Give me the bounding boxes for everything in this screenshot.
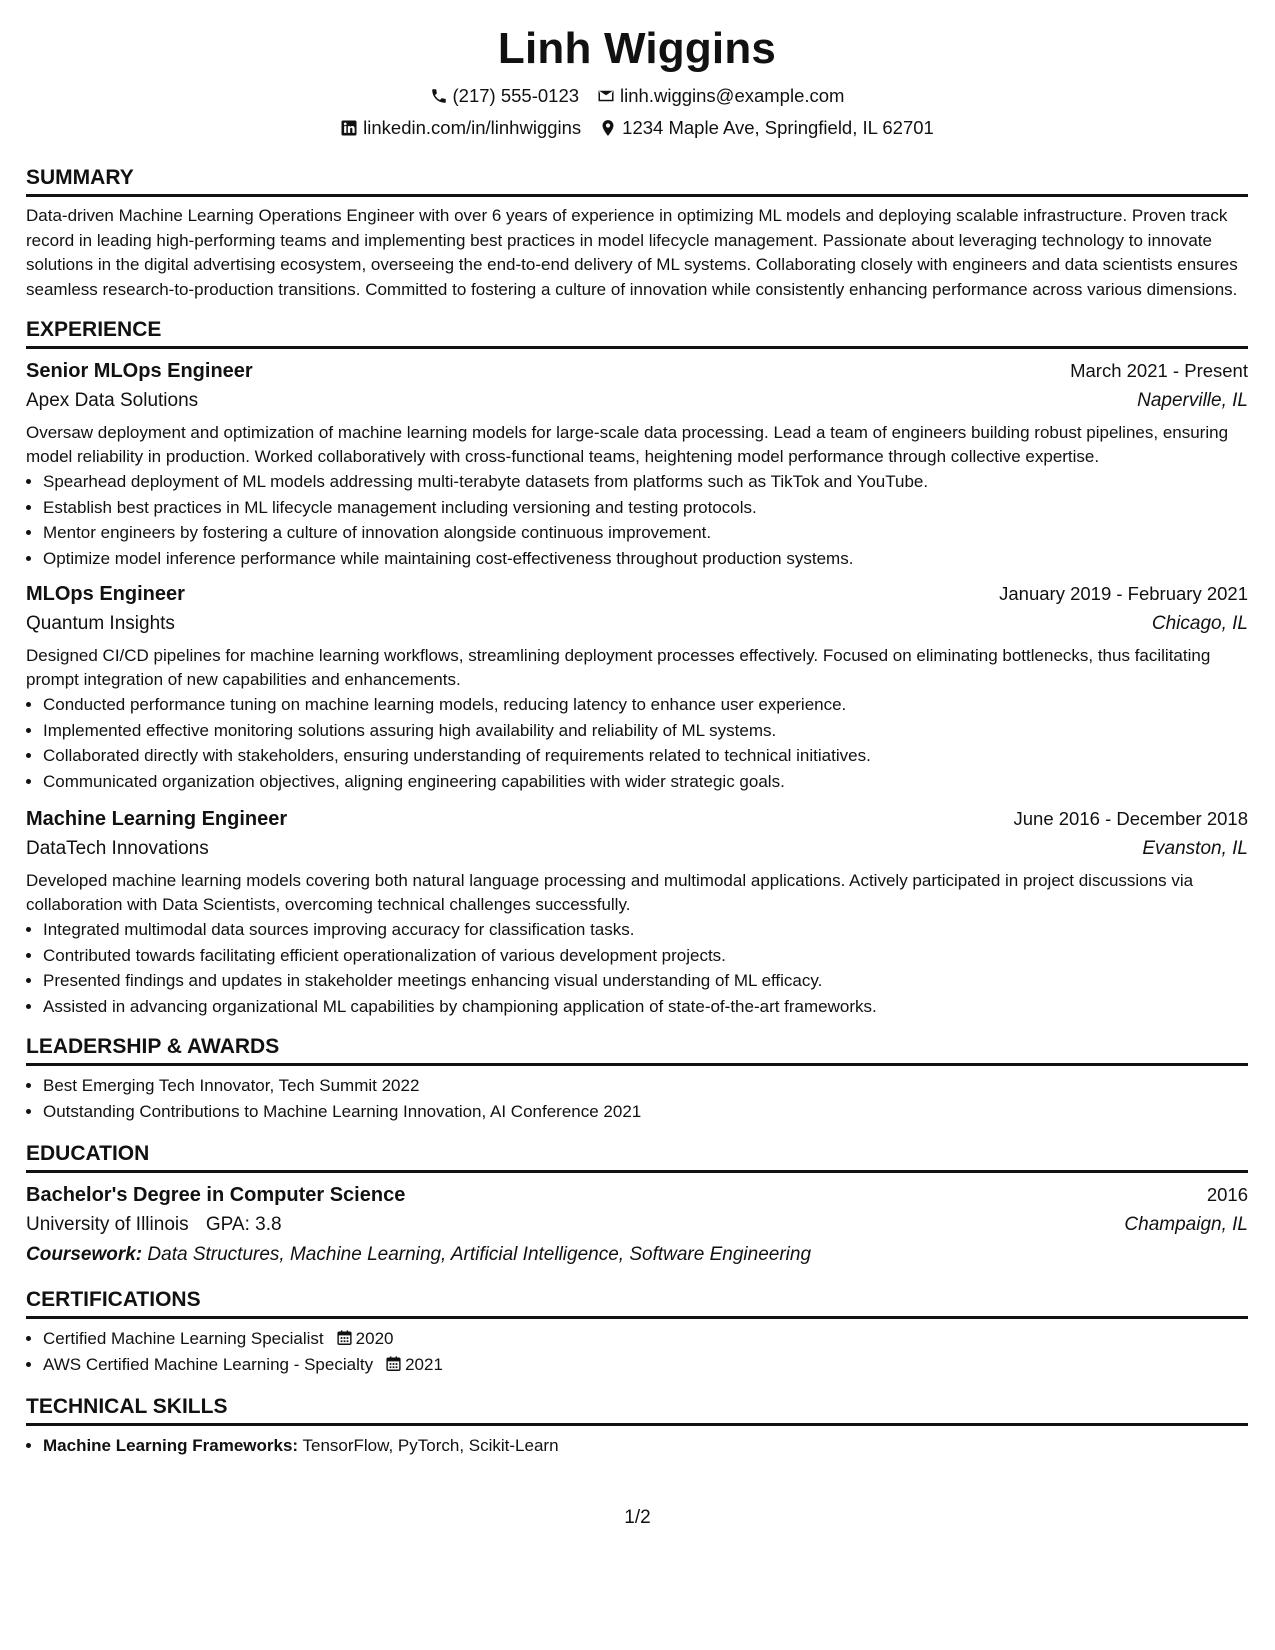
school-row: [26, 1210, 1248, 1240]
job-entry: [26, 804, 1248, 1019]
contact-address: [599, 112, 934, 144]
education-heading: EDUCATION: [26, 1140, 1248, 1173]
list-item: • Conducted performance tuning on machine learning models, reducing latency to enhance user experience.: [43, 692, 1248, 718]
degree-title: Bachelor's Degree in Computer Science: [26, 1184, 406, 1206]
awards-list: [26, 1073, 1248, 1124]
list-item: • Collaborated directly with stakeholders, ensuring understanding of requirements related to technical initiatives.: [43, 743, 1248, 769]
page-number: 1/2: [624, 1507, 651, 1528]
contact-row-2: [26, 112, 1248, 144]
job-location: Evanston, IL: [1142, 838, 1248, 859]
job-bullets: [26, 692, 1248, 794]
school-name: University of Illinois: [26, 1214, 189, 1235]
certification-year: 2020: [355, 1329, 394, 1348]
job-description: Designed CI/CD pipelines for machine learning workflows, streamlining deployment processes effectively. Focused on eliminating bottlenecks, thus facilitating prompt integration of new capabilities and enhancements.: [26, 646, 1211, 689]
job-location: Chicago, IL: [1151, 613, 1248, 634]
certifications-list: [26, 1326, 1248, 1377]
school-info: [26, 1210, 282, 1240]
job-company: DataTech Innovations: [26, 838, 209, 859]
education-section: [26, 1140, 1248, 1270]
job-company: Apex Data Solutions: [26, 390, 199, 411]
job-dates: March 2021 - Present: [1070, 360, 1248, 381]
skills-list: [26, 1433, 1248, 1459]
job-bullets: [26, 469, 1248, 571]
map-marker-icon: [599, 119, 617, 137]
job-dates: June 2016 - December 2018: [1013, 808, 1248, 829]
certification-year: 2021: [405, 1354, 443, 1374]
list-item: [43, 1352, 1248, 1378]
list-item: • Contributed towards facilitating efficient operationalization of various development projects.: [43, 943, 1248, 969]
job-title: Senior MLOps Engineer: [26, 360, 253, 382]
list-item: • Integrated multimodal data sources improving accuracy for classification tasks.: [43, 917, 1248, 943]
list-item: • Presented findings and updates in stakeholder meetings enhancing visual understanding of ML efficacy.: [43, 968, 1248, 994]
certification-name: Certified Machine Learning Specialist: [43, 1329, 324, 1348]
skill-values: TensorFlow, PyTorch, Scikit-Learn: [302, 1436, 559, 1455]
email-link[interactable]: linh.wiggins@example.com: [620, 85, 845, 106]
list-item: [43, 1433, 1248, 1459]
skills-section: [26, 1393, 1248, 1459]
job-subheader: [26, 609, 1248, 639]
job-location: Naperville, IL: [1137, 390, 1248, 411]
job-bullets: [26, 917, 1248, 1019]
certification-name: AWS Certified Machine Learning - Specialty: [43, 1354, 374, 1374]
linkedin-icon: [340, 119, 358, 137]
coursework-row: [26, 1240, 1248, 1270]
resume-page: [26, 18, 1248, 1459]
job-entry: [26, 579, 1248, 794]
list-item: • Implemented effective monitoring solutions assuring high availability and reliability of ML systems.: [43, 718, 1248, 744]
experience-heading: EXPERIENCE: [26, 316, 1248, 349]
summary-section: [26, 164, 1248, 302]
address-text: 1234 Maple Ave, Springfield, IL 62701: [622, 117, 934, 138]
list-item: • Best Emerging Tech Innovator, Tech Summit 2022: [43, 1073, 1248, 1099]
job-description: Oversaw deployment and optimization of machine learning models for large-scale data processing. Lead a team of engineers building robust pipelines, ensuring model reliability in production. Worked collaboratively with cross-functional teams, heightening model performance through collective expertise.: [26, 423, 1229, 466]
phone-text: (217) 555-0123: [452, 85, 580, 106]
job-header: [26, 579, 1248, 609]
job-subheader: [26, 834, 1248, 864]
list-item: • Assisted in advancing organizational ML capabilities by championing application of state-of-the-art frameworks.: [43, 994, 1248, 1020]
contact-row-1: [26, 80, 1248, 112]
job-company: Quantum Insights: [26, 613, 175, 634]
job-header: [26, 804, 1248, 834]
leadership-heading: LEADERSHIP & AWARDS: [26, 1033, 1248, 1066]
job-entry: [26, 356, 1248, 571]
certifications-section: [26, 1286, 1248, 1377]
calendar-icon: [336, 1329, 353, 1346]
contact-email[interactable]: [597, 80, 844, 112]
job-title: MLOps Engineer: [26, 583, 185, 605]
degree-header: [26, 1180, 1248, 1210]
job-description: Developed machine learning models covering both natural language processing and multimodal applications. Actively participated in project discussions via collaboration with Data Scientists, overcoming technical challenges successfully.: [26, 871, 1194, 914]
list-item: • Optimize model inference performance while maintaining cost-effectiveness throughout production systems.: [43, 546, 1248, 572]
list-item: • Spearhead deployment of ML models addressing multi-terabyte datasets from platforms such as TikTok and YouTube.: [43, 469, 1248, 495]
list-item: • Communicated organization objectives, aligning engineering capabilities with wider strategic goals.: [43, 769, 1248, 795]
job-header: [26, 356, 1248, 386]
job-dates: January 2019 - February 2021: [999, 583, 1248, 604]
gpa-text: GPA: 3.8: [205, 1214, 282, 1235]
skill-category: Machine Learning Frameworks:: [43, 1436, 299, 1455]
list-item: • Establish best practices in ML lifecycle management including versioning and testing protocols.: [43, 495, 1248, 521]
degree-year: 2016: [1206, 1184, 1248, 1205]
contact-linkedin[interactable]: [340, 112, 581, 144]
job-subheader: [26, 386, 1248, 416]
candidate-name: Linh Wiggins: [497, 24, 777, 73]
experience-section: [26, 316, 1248, 1019]
coursework-label: Coursework:: [26, 1244, 143, 1265]
leadership-section: [26, 1033, 1248, 1124]
school-location: Champaign, IL: [1124, 1214, 1248, 1235]
coursework-text: Data Structures, Machine Learning, Artificial Intelligence, Software Engineering: [147, 1244, 812, 1265]
envelope-icon: [597, 87, 615, 105]
phone-icon: [430, 87, 448, 105]
linkedin-link[interactable]: linkedin.com/in/linhwiggins: [363, 117, 582, 138]
list-item: [43, 1326, 1248, 1352]
summary-heading: SUMMARY: [26, 164, 1248, 197]
calendar-icon: [385, 1355, 402, 1372]
skills-heading: TECHNICAL SKILLS: [26, 1393, 1248, 1426]
list-item: • Mentor engineers by fostering a culture of innovation alongside continuous improvement.: [43, 520, 1248, 546]
list-item: • Outstanding Contributions to Machine Learning Innovation, AI Conference 2021: [43, 1099, 1248, 1125]
job-title: Machine Learning Engineer: [26, 808, 288, 830]
certifications-heading: CERTIFICATIONS: [26, 1286, 1248, 1319]
contact-phone: [430, 80, 580, 112]
summary-text: Data-driven Machine Learning Operations Engineer with over 6 years of experience in optimizing ML models and deploying scalable infrastructure. Proven track record in leading high-performing teams and implementing best practices in model lifecycle management. Passionate about leveraging technology to innovate solutions in the digital advertising ecosystem, overseeing the end-to-end delivery of ML systems. Collaborating closely with engineers and data scientists ensures seamless research-to-production transitions. Committed to fostering a culture of innovation while consistently enhancing performance across various dimensions.: [26, 206, 1238, 299]
